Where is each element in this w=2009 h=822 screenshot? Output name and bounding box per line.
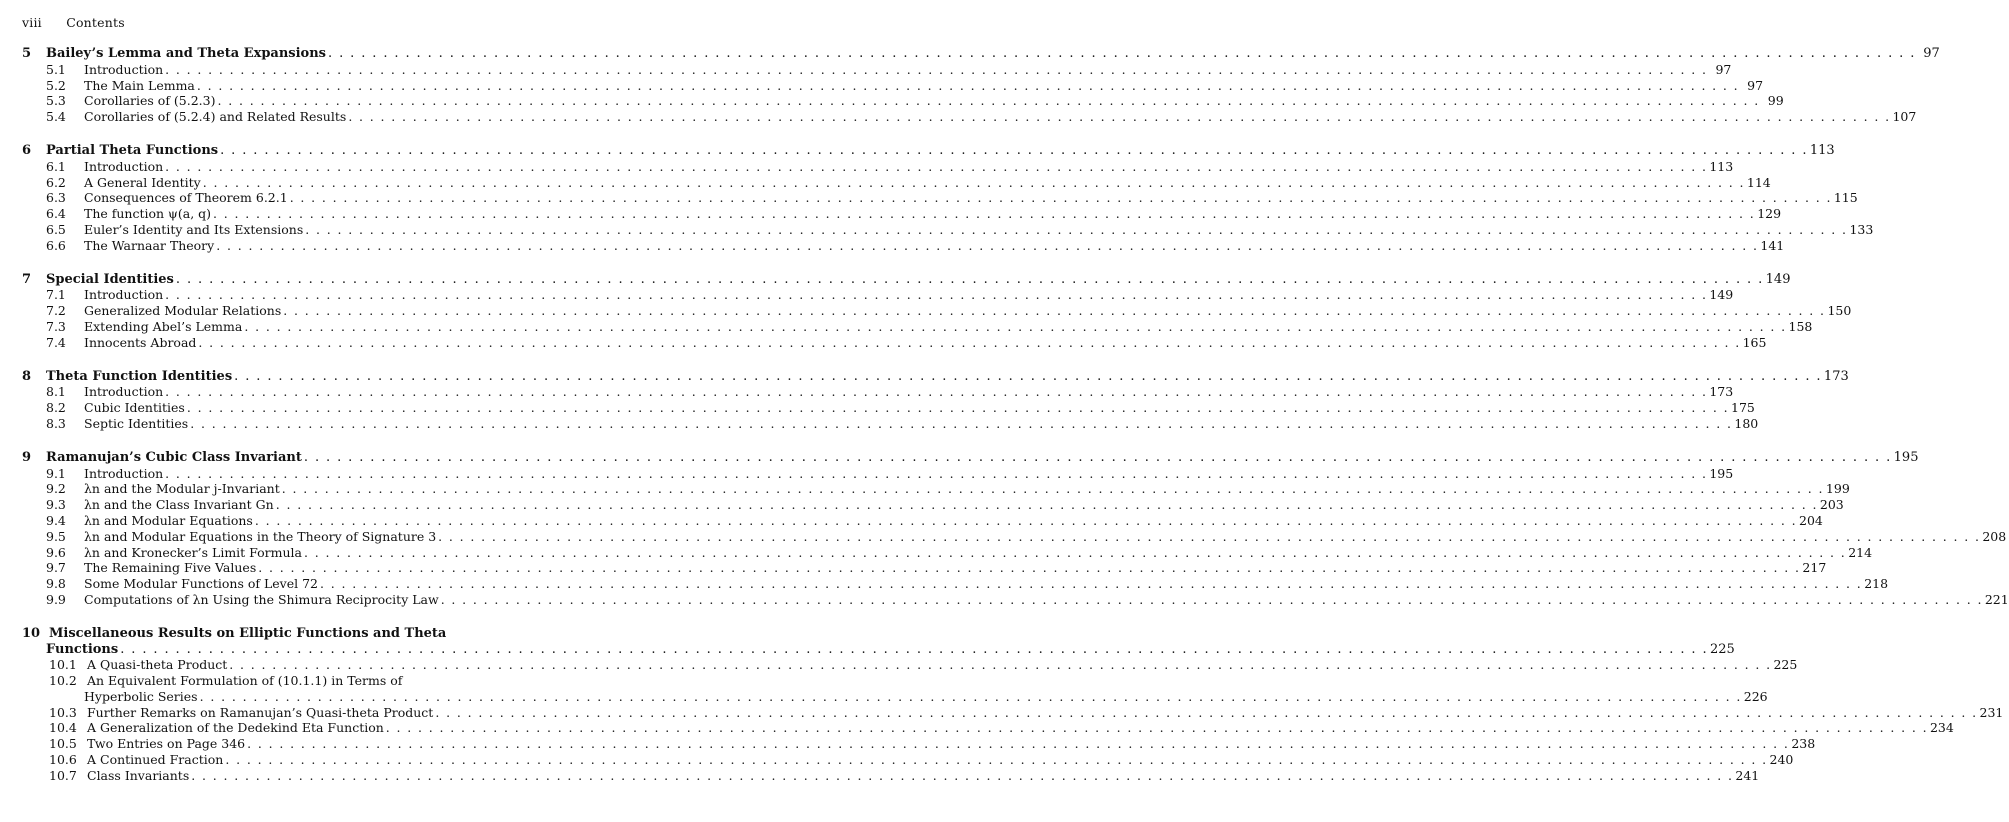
entry-title: The function ψ(a, q): [84, 206, 212, 222]
section-entry[interactable]: [22, 591, 2009, 608]
page-number: 195: [1709, 465, 1734, 481]
section-entry[interactable]: [22, 626, 470, 642]
dot-leader: [328, 46, 1916, 62]
page-number: 173: [1709, 384, 1734, 400]
toc-chapter: [22, 142, 1874, 254]
entry-number: 8.3: [46, 415, 66, 431]
chapter-entry[interactable]: [22, 271, 1791, 288]
section-entry[interactable]: [22, 237, 1785, 254]
dot-leader: [304, 450, 1892, 466]
section-entry[interactable]: [22, 481, 1850, 497]
section-entry[interactable]: [22, 93, 1784, 109]
entry-number: 10.5: [49, 736, 77, 752]
page-number: 231: [1979, 704, 2004, 720]
section-entry[interactable]: [22, 61, 1732, 78]
entry-number: 10.3: [49, 704, 77, 720]
section-entry[interactable]: [22, 720, 1954, 736]
entry-title: Euler’s Identity and Its Extensions: [84, 221, 304, 237]
entry-title: λn and Modular Equations in the Theory of Signature 3: [84, 528, 437, 544]
entry-title: λn and Modular Equations: [84, 512, 253, 528]
dot-leader: [198, 335, 1740, 351]
page-number: 208: [1982, 528, 2007, 544]
page-number: 238: [1791, 736, 1816, 752]
entry-number: 10.1: [49, 657, 77, 673]
chapter-entry[interactable]: [22, 142, 1835, 159]
page-number: 97: [1715, 61, 1732, 77]
running-title: Contents: [66, 15, 125, 30]
entry-title: Septic Identities: [84, 415, 189, 431]
entry-number: 5: [22, 46, 32, 61]
entry-title: Introduction: [84, 61, 164, 77]
dot-leader: [258, 560, 1800, 576]
entry-title: The Main Lemma: [84, 77, 195, 93]
dot-leader: [348, 109, 1890, 125]
page-number: 113: [1709, 158, 1734, 174]
entry-number: 9.2: [46, 481, 66, 497]
dot-leader: [229, 657, 1771, 673]
chapter-entry[interactable]: [22, 46, 1940, 62]
entry-number: 5.2: [46, 77, 66, 93]
entry-title: Bailey’s Lemma and Theta Expansions: [46, 46, 326, 61]
dot-leader: [282, 481, 1824, 497]
page-number: 225: [1773, 657, 1798, 673]
entry-number: 9: [22, 449, 32, 465]
dot-leader: [176, 272, 1764, 288]
section-entry[interactable]: [22, 318, 1813, 335]
section-entry[interactable]: [22, 528, 2007, 545]
entry-number: 7: [22, 271, 32, 287]
toc-chapter: [22, 625, 2004, 784]
entry-title: Further Remarks on Ramanujan’s Quasi-theta Product: [87, 704, 434, 720]
page-number: 195: [1893, 449, 1919, 465]
entry-number: 10.2: [49, 673, 77, 689]
dot-leader: [276, 497, 1818, 513]
page-number: 97: [1747, 77, 1764, 93]
section-entry[interactable]: [22, 544, 1873, 561]
dot-leader: [165, 62, 1707, 78]
entry-number: 9.6: [46, 544, 66, 560]
dot-leader: [386, 720, 1928, 736]
page-number: 226: [1743, 688, 1768, 704]
section-entry[interactable]: [22, 384, 1734, 400]
toc-chapter: [22, 46, 1940, 125]
entry-number: 10: [22, 625, 41, 641]
entry-number: 6: [22, 142, 32, 158]
entry-number: 6.5: [46, 221, 66, 237]
entry-number: 9.1: [46, 465, 66, 481]
entry-number: 8: [22, 368, 32, 384]
entry-title: Introduction: [84, 465, 164, 481]
entry-title: Introduction: [84, 287, 164, 303]
entry-title: Theta Function Identities: [46, 368, 233, 384]
dot-leader: [165, 384, 1707, 400]
section-entry[interactable]: [22, 415, 1759, 432]
section-entry[interactable]: [22, 657, 1798, 673]
page-number: 141: [1760, 237, 1785, 253]
section-entry[interactable]: [22, 673, 470, 689]
section-entry[interactable]: [22, 767, 1760, 784]
dot-leader: [304, 545, 1846, 561]
dot-leader: [197, 78, 1739, 94]
section-entry[interactable]: [22, 465, 1734, 482]
page-number: 165: [1742, 334, 1767, 350]
entry-title: Class Invariants: [87, 767, 190, 783]
entry-title: Corollaries of (5.2.3): [84, 93, 216, 109]
page-number: 240: [1769, 752, 1794, 768]
entry-number: 9.8: [46, 576, 66, 592]
page-number: 97: [1923, 46, 1940, 61]
dot-leader: [305, 222, 1847, 238]
entry-title: A General Identity: [84, 174, 201, 190]
page-number: 158: [1788, 318, 1813, 334]
entry-title: Hyperbolic Series: [84, 688, 198, 704]
dot-leader: [190, 416, 1732, 432]
entry-title: Some Modular Functions of Level 72: [84, 576, 319, 592]
page-number: 114: [1746, 174, 1771, 190]
page-number: 173: [1823, 368, 1849, 384]
section-entry[interactable]: [22, 576, 1889, 592]
entry-title: Introduction: [84, 158, 164, 174]
entry-title: Extending Abel’s Lemma: [84, 318, 243, 334]
section-entry[interactable]: [22, 512, 1823, 529]
section-entry[interactable]: [22, 752, 1794, 768]
section-entry[interactable]: [22, 303, 1852, 319]
section-entry[interactable]: [22, 109, 1917, 125]
entry-number: 5.3: [46, 93, 66, 109]
entry-number: 6.1: [46, 158, 66, 174]
entry-title: Computations of λn Using the Shimura Reciprocity Law: [84, 591, 439, 607]
dot-leader: [225, 752, 1767, 768]
entry-title: A Quasi-theta Product: [87, 657, 228, 673]
entry-number: 10.4: [49, 720, 77, 736]
section-entry[interactable]: [22, 400, 1755, 416]
entry-number: 5.4: [46, 109, 66, 125]
entry-title: Generalized Modular Relations: [84, 303, 282, 319]
dot-leader: [255, 513, 1797, 529]
entry-number: 9.4: [46, 512, 66, 528]
page-number: 133: [1849, 221, 1874, 237]
dot-leader: [290, 190, 1832, 206]
entry-number: 6.4: [46, 206, 66, 222]
page-number: 203: [1819, 497, 1844, 513]
entry-number: 9.3: [46, 497, 66, 513]
dot-leader: [216, 238, 1758, 254]
page-number: 199: [1825, 481, 1850, 497]
page-number: 234: [1929, 720, 1954, 736]
section-entry[interactable]: [22, 704, 2004, 721]
running-head: [22, 15, 125, 30]
entry-title: Special Identities: [46, 271, 174, 287]
page-number: 218: [1864, 576, 1889, 592]
entry-number: 6.2: [46, 174, 66, 190]
section-entry[interactable]: [22, 736, 1816, 752]
entry-number: 7.4: [46, 334, 66, 350]
page-number: 149: [1709, 287, 1734, 303]
entry-number: 10.7: [49, 767, 77, 783]
page-number: 107: [1892, 109, 1917, 125]
dot-leader: [320, 576, 1862, 592]
toc-chapter: [22, 449, 2009, 608]
section-entry[interactable]: [22, 77, 1764, 94]
section-entry[interactable]: [22, 190, 1858, 206]
dot-leader: [438, 529, 1980, 545]
page-number: 225: [1710, 641, 1735, 657]
dot-leader: [234, 369, 1822, 385]
entry-title: λn and the Modular j-Invariant: [84, 481, 280, 497]
entry-title: A Continued Fraction: [87, 752, 224, 768]
entry-number: 10.6: [49, 752, 77, 768]
entry-title: Two Entries on Page 346: [87, 736, 246, 752]
dot-leader: [213, 206, 1755, 222]
entry-title: Ramanujan’s Cubic Class Invariant: [46, 449, 302, 465]
dot-leader: [441, 592, 1983, 608]
entry-number: 6.6: [46, 237, 66, 253]
table-of-contents: [22, 46, 2009, 802]
entry-title: λn and the Class Invariant Gn: [84, 497, 274, 513]
dot-leader: [220, 143, 1808, 159]
section-entry[interactable]: [22, 174, 1771, 191]
toc-chapter: [22, 271, 1852, 351]
entry-title: Innocents Abroad: [84, 334, 197, 350]
entry-title: λn and Kronecker’s Limit Formula: [84, 544, 303, 560]
dot-leader: [120, 642, 1708, 658]
section-entry[interactable]: [22, 641, 1735, 658]
entry-title: A Generalization of the Dedekind Eta Function: [87, 720, 384, 736]
section-entry[interactable]: [22, 206, 1782, 222]
toc-chapter: [22, 368, 1849, 432]
page-folio: viii: [22, 15, 42, 30]
entry-title: The Warnaar Theory: [84, 237, 215, 253]
entry-title: Miscellaneous Results on Elliptic Functions and Theta: [49, 625, 447, 641]
entry-number: 9.5: [46, 528, 66, 544]
page-number: 175: [1731, 400, 1755, 416]
entry-title: Partial Theta Functions: [46, 142, 219, 158]
page-number: 180: [1734, 415, 1759, 431]
section-entry[interactable]: [22, 688, 1768, 705]
entry-title: Cubic Identities: [84, 400, 185, 416]
entry-number: 7.3: [46, 318, 66, 334]
entry-title: Functions: [46, 641, 119, 657]
chapter-entry[interactable]: [22, 449, 1919, 466]
page-number: 129: [1757, 206, 1782, 222]
page-number: 149: [1765, 271, 1791, 287]
page-number: 214: [1848, 544, 1873, 560]
section-entry[interactable]: [22, 221, 1874, 238]
page-number: 221: [1984, 591, 2009, 607]
entry-number: 7.1: [46, 287, 66, 303]
entry-title: The Remaining Five Values: [84, 560, 257, 576]
dot-leader: [247, 736, 1789, 752]
entry-number: 8.1: [46, 384, 66, 400]
page-number: 113: [1809, 142, 1835, 158]
entry-number: 8.2: [46, 400, 66, 416]
page-number: 115: [1833, 190, 1858, 206]
entry-number: 5.1: [46, 61, 66, 77]
dot-leader: [165, 287, 1707, 303]
section-entry[interactable]: [22, 497, 1844, 513]
dot-leader: [165, 466, 1707, 482]
entry-number: 7.2: [46, 303, 66, 319]
entry-title: Corollaries of (5.2.4) and Related Results: [84, 109, 347, 125]
section-entry[interactable]: [22, 287, 1734, 303]
dot-leader: [200, 689, 1742, 705]
entry-number: 6.3: [46, 190, 66, 206]
entry-title: Introduction: [84, 384, 164, 400]
page-number: 241: [1735, 767, 1760, 783]
entry-title: Consequences of Theorem 6.2.1: [84, 190, 288, 206]
dot-leader: [165, 159, 1707, 175]
page-number: 204: [1799, 512, 1823, 528]
entry-title: An Equivalent Formulation of (10.1.1) in Terms of: [87, 673, 403, 689]
dot-leader: [187, 400, 1729, 416]
page-number: 150: [1827, 303, 1852, 319]
page-number: 99: [1767, 93, 1784, 109]
dot-leader: [435, 705, 1977, 721]
section-entry[interactable]: [22, 158, 1734, 175]
page-number: 217: [1802, 560, 1827, 576]
dot-leader: [217, 93, 1759, 109]
chapter-entry[interactable]: [22, 368, 1849, 385]
section-entry[interactable]: [22, 560, 1827, 576]
section-entry[interactable]: [22, 334, 1767, 351]
dot-leader: [203, 175, 1745, 191]
dot-leader: [283, 303, 1825, 319]
entry-number: 9.7: [46, 560, 66, 576]
dot-leader: [244, 319, 1786, 335]
entry-number: 9.9: [46, 591, 66, 607]
dot-leader: [191, 768, 1733, 784]
